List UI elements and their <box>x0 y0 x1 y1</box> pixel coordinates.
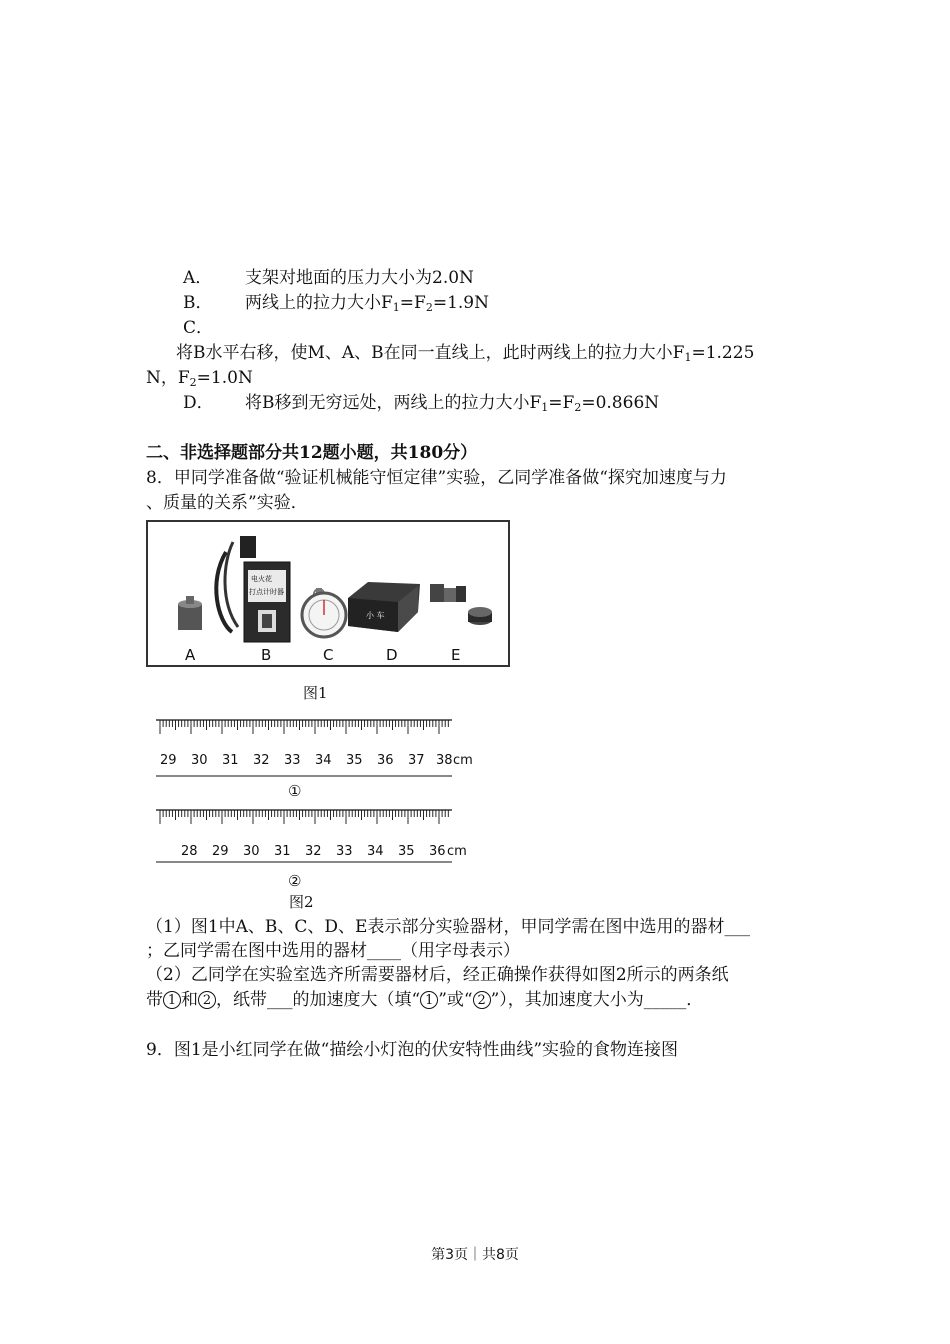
ruler-1-tick-34: 34 <box>315 753 332 768</box>
subscript: 1 <box>541 401 549 414</box>
q8-part2-text: ，纸带___的加速度大（填“ <box>216 990 421 1010</box>
page-footer: 第3页｜共8页 <box>431 1247 519 1263</box>
ruler-2-tick-33: 33 <box>336 844 353 859</box>
option-c-text: N，F <box>146 368 190 388</box>
ruler-1-tick-38: 38 <box>436 753 453 768</box>
circled-number-1: 1 <box>420 991 438 1009</box>
option-c-text: =1.225 <box>691 343 755 363</box>
circled-number-2: 2 <box>473 991 491 1009</box>
ruler-1-tick-37: 37 <box>408 753 425 768</box>
q8-part2-line1: （2）乙同学在实验室选齐所需要器材后，经正确操作获得如图2所示的两条纸 <box>146 965 729 985</box>
q8-part2-line2 <box>146 989 703 1011</box>
figure-1-drawing <box>148 522 508 665</box>
ruler-2-tick-35: 35 <box>398 844 415 859</box>
circled-number-2: 2 <box>198 991 216 1009</box>
ruler-1-unit: cm <box>453 753 473 768</box>
option-b-letter: B． <box>183 293 213 313</box>
ruler-2-mark: ② <box>288 872 302 890</box>
figure-1-apparatus <box>146 520 510 667</box>
label-a: A <box>185 646 196 664</box>
option-d-text: 将B移到无穷远处，两线上的拉力大小F <box>245 393 542 413</box>
ruler-2-tick-32: 32 <box>305 844 322 859</box>
cart-label: 小 车 <box>366 611 385 620</box>
subscript: 2 <box>189 376 197 389</box>
ruler-1-labels <box>160 753 473 768</box>
q9-line1: 9．图1是小红同学在做“描绘小灯泡的伏安特性曲线”实验的食物连接图 <box>146 1040 679 1060</box>
timer-label-1: 电火花 <box>251 575 272 583</box>
ruler-2-tick-29: 29 <box>212 844 229 859</box>
ruler-1-tick-29: 29 <box>160 753 177 768</box>
subscript: 2 <box>425 301 433 314</box>
figure-2-rulers <box>140 712 480 912</box>
section-title: 二、非选择题部分共12题小题，共180分） <box>146 443 478 463</box>
subscript: 1 <box>392 301 400 314</box>
ruler-1-tick-31: 31 <box>222 753 239 768</box>
ruler-2-unit: cm <box>447 844 467 859</box>
q8-part2-text: 和 <box>181 990 198 1010</box>
option-a-letter: A． <box>183 268 213 288</box>
figure-2-caption: 图2 <box>289 893 314 911</box>
option-c-letter: C． <box>183 318 214 338</box>
subscript: 1 <box>684 351 692 364</box>
q8-line1: 8．甲同学准备做“验证机械能守恒定律”实验，乙同学准备做“探究加速度与力 <box>146 468 727 488</box>
q8-part2-text: 带 <box>146 990 163 1010</box>
label-c: C <box>323 646 334 664</box>
option-d-text: =0.866N <box>581 393 660 413</box>
figure-1-caption: 图1 <box>303 684 328 702</box>
ruler-1-mark: ① <box>288 782 302 800</box>
ruler-2-tick-31: 31 <box>274 844 291 859</box>
q8-line2: 、质量的关系”实验． <box>146 493 308 513</box>
option-b <box>183 292 489 314</box>
item-c-stopwatch-drawing <box>302 588 346 637</box>
label-e: E <box>451 646 461 664</box>
item-a-weight-drawing <box>178 596 202 630</box>
option-a-text: 支架对地面的压力大小为2.0N <box>245 268 474 288</box>
item-d-cart-drawing <box>348 582 420 632</box>
timer-label-2: 打点计时器 <box>249 588 284 596</box>
option-b-text: =1.9N <box>432 293 489 313</box>
q8-part2-text: ”或“ <box>438 990 473 1010</box>
option-c-line1 <box>176 342 754 364</box>
option-b-text: =F <box>399 293 426 313</box>
subscript: 2 <box>574 401 582 414</box>
option-b-text: 两线上的拉力大小F <box>245 293 393 313</box>
ruler-1-tick-36: 36 <box>377 753 394 768</box>
ruler-1-tick-30: 30 <box>191 753 208 768</box>
q8-part1-line2: ；乙同学需在图中选用的器材____（用字母表示） <box>146 941 520 961</box>
item-e-weights-drawing <box>430 584 492 625</box>
option-c-text: =1.0N <box>196 368 253 388</box>
option-d-letter: D． <box>183 393 214 413</box>
option-c-line2 <box>146 367 253 389</box>
ruler-1-tick-32: 32 <box>253 753 270 768</box>
ruler-2-tick-30: 30 <box>243 844 260 859</box>
ruler-2-tick-28: 28 <box>181 844 198 859</box>
label-b: B <box>261 646 272 664</box>
option-c-text: 将B水平右移，使M、A、B在同一直线上，此时两线上的拉力大小F <box>176 343 685 363</box>
label-d: D <box>386 646 398 664</box>
q8-part1-line1: （1）图1中A、B、C、D、E表示部分实验器材，甲同学需在图中选用的器材___ <box>146 917 750 937</box>
option-d-text: =F <box>548 393 575 413</box>
circled-number-1: 1 <box>163 991 181 1009</box>
ruler-2-tick-36: 36 <box>429 844 446 859</box>
option-d <box>183 392 659 414</box>
ruler-1-tick-33: 33 <box>284 753 301 768</box>
option-a <box>183 267 474 289</box>
ruler-2-tick-34: 34 <box>367 844 384 859</box>
ruler-1-tick-35: 35 <box>346 753 363 768</box>
ruler-2-labels <box>181 844 467 859</box>
q8-part2-text: ”），其加速度大小为_____． <box>490 990 704 1010</box>
